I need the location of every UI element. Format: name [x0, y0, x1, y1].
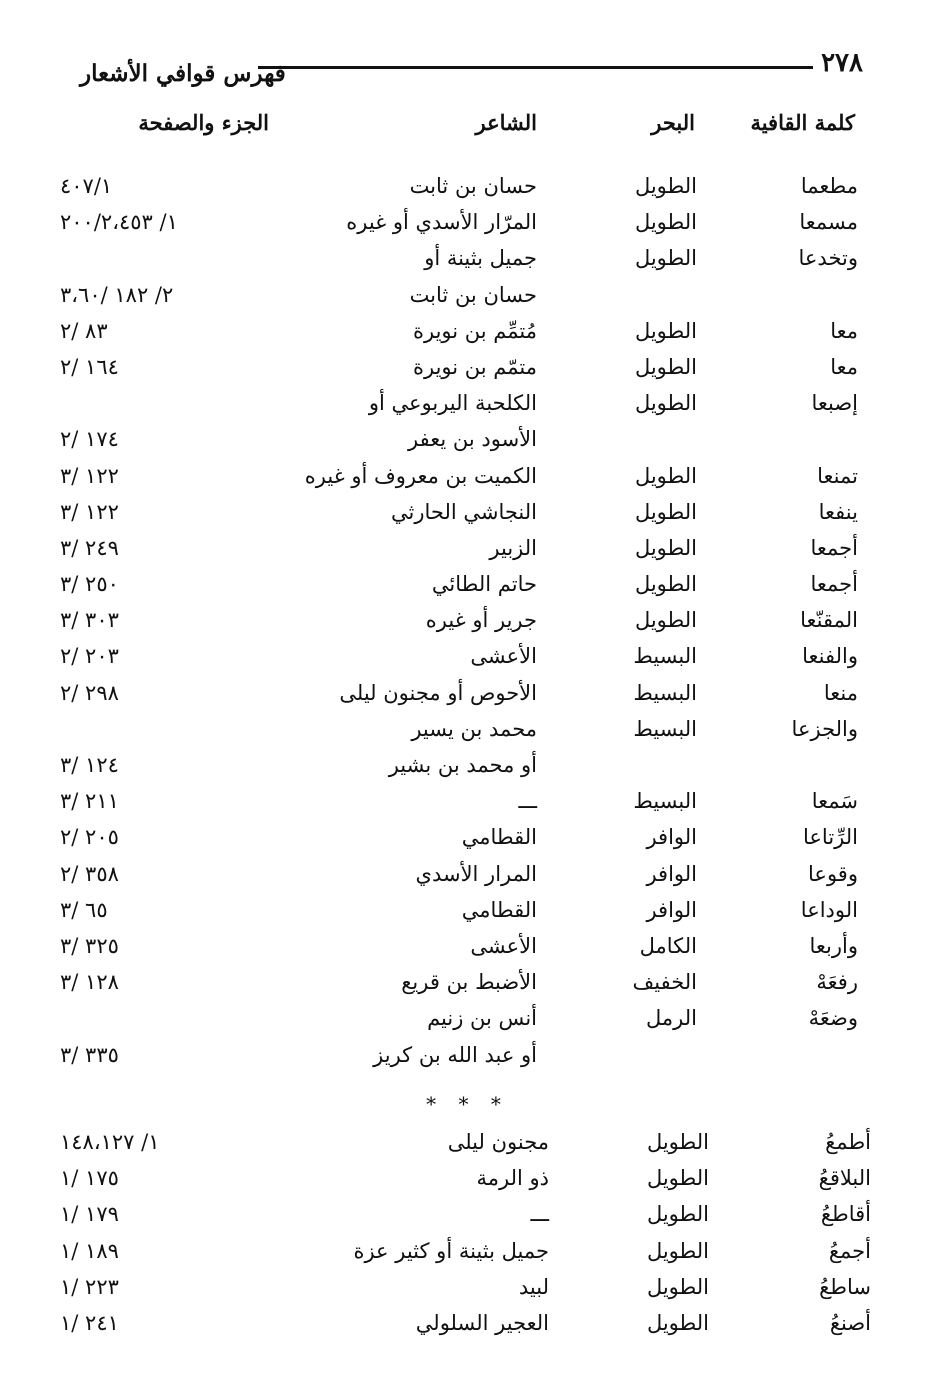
poet-cell: محمد بن يسير: [411, 716, 537, 741]
volume-page-cell: [60, 277, 282, 313]
table-row: [0, 204, 935, 240]
table-row: [0, 928, 935, 964]
volume-page-text: ١٧٤ /٢: [60, 427, 119, 452]
rhyme-word-cell: ينفعا: [818, 499, 858, 524]
table-row: [0, 819, 935, 855]
meter-cell: الطويل: [634, 318, 697, 343]
rhyme-word-cell: أجمعا: [810, 535, 858, 560]
poet-cell: جميل بثينة أو: [424, 246, 537, 271]
table-row: [0, 783, 935, 819]
rhyme-word-cell: وضعَهْ: [808, 1006, 858, 1031]
volume-page-cell: [60, 892, 282, 928]
volume-page-cell: [60, 1305, 280, 1341]
rhyme-word-cell: والجزعا: [791, 716, 858, 741]
volume-page-cell: [60, 1160, 280, 1196]
volume-page-text: ٣٢٥ /٣: [60, 933, 119, 958]
meter-cell: الطويل: [634, 499, 697, 524]
column-header-poet: الشاعر: [475, 110, 537, 135]
header-rule: [258, 66, 813, 69]
poet-cell: ـــ: [518, 789, 537, 814]
table-row: [0, 1124, 935, 1160]
table-row: [0, 892, 935, 928]
volume-page-text: ١٢٢ /٣: [60, 463, 119, 488]
rhyme-word-cell: أطمعُ: [825, 1130, 871, 1154]
poet-cell: ذو الرمة: [476, 1166, 549, 1191]
table-row: [0, 1037, 935, 1073]
rhyme-word-cell: والفنعا: [802, 644, 858, 669]
volume-page-text: ٢٩٨ /٢: [60, 680, 119, 705]
table-row: [0, 240, 935, 276]
rhyme-word-cell: معا: [830, 318, 858, 343]
rhyme-word-cell: منعا: [823, 680, 858, 705]
meter-cell: الوافر: [646, 825, 697, 850]
volume-page-text: ٢٠٣ /٢: [60, 644, 119, 669]
volume-page-text: ٢٢٣ /١: [60, 1274, 119, 1299]
table-row: [0, 964, 935, 1000]
meter-cell: البسيط: [633, 644, 697, 669]
table-row: [0, 1233, 935, 1269]
column-header-meter: البحر: [651, 110, 695, 135]
poet-cell: الأحوص أو مجنون ليلى: [339, 680, 537, 705]
index-table-upper: [0, 168, 935, 1073]
volume-page-text: ١/ ١٤٨،١٢٧: [60, 1130, 160, 1154]
volume-page-cell: [60, 458, 282, 494]
poet-cell: الأضبط بن قريع: [401, 970, 537, 995]
rhyme-word-cell: معا: [830, 354, 858, 379]
volume-page-cell: [60, 819, 282, 855]
poet-cell: الكلحبة اليربوعي أو: [368, 391, 537, 416]
table-row: [0, 349, 935, 385]
poet-cell: القطامي: [461, 897, 537, 922]
poet-cell: مُتمِّم بن نويرة: [412, 318, 537, 343]
rhyme-word-cell: أجمعا: [810, 572, 858, 597]
table-row: [0, 530, 935, 566]
meter-cell: الخفيف: [632, 970, 697, 995]
volume-page-cell: [60, 168, 282, 204]
section-separator: * * *: [426, 1092, 509, 1116]
poet-cell: أنس بن زنيم: [427, 1006, 537, 1031]
volume-page-cell: [60, 494, 282, 530]
poet-cell: الكميت بن معروف أو غيره: [304, 463, 537, 488]
table-row: [0, 1269, 935, 1305]
volume-page-cell: [60, 1124, 280, 1160]
meter-cell: البسيط: [633, 716, 697, 741]
table-row: [0, 458, 935, 494]
table-row: [0, 675, 935, 711]
poet-cell: القطامي: [461, 825, 537, 850]
rhyme-word-cell: إصبعا: [811, 391, 858, 416]
meter-cell: الطويل: [646, 1274, 709, 1299]
volume-page-text: ٢٤١ /١: [60, 1310, 119, 1335]
meter-cell: الطويل: [646, 1202, 709, 1227]
poet-cell: لبيد: [518, 1274, 549, 1299]
meter-cell: الكامل: [639, 933, 697, 958]
rhyme-word-cell: الوداعا: [800, 897, 858, 922]
volume-page-text: ٣٠٣ /٣: [60, 608, 119, 633]
poet-cell: متمّم بن نويرة: [412, 354, 537, 379]
poet-cell: النجاشي الحارثي: [391, 499, 537, 524]
volume-page-cell: [60, 530, 282, 566]
volume-page-text: ٨٣ /٢: [60, 318, 108, 343]
meter-cell: الطويل: [634, 608, 697, 633]
table-row: [0, 1305, 935, 1341]
poet-cell: أو محمد بن بشير: [388, 753, 537, 777]
poet-cell: حسان بن ثابت: [409, 282, 537, 307]
volume-page-cell: [60, 964, 282, 1000]
rhyme-word-cell: مطعما: [800, 174, 858, 198]
table-row: [0, 711, 935, 747]
volume-page-cell: [60, 349, 282, 385]
rhyme-word-cell: أجمعُ: [828, 1238, 871, 1263]
poet-cell: الأسود بن يعفر: [408, 427, 537, 452]
rhyme-word-cell: سَمعا: [811, 789, 858, 814]
poet-cell: العجير السلولي: [415, 1310, 549, 1335]
volume-page-text: ٤٠٧/١: [60, 174, 113, 198]
rhyme-word-cell: تمنعا: [817, 463, 858, 488]
meter-cell: الطويل: [634, 391, 697, 416]
volume-page-cell: [60, 602, 282, 638]
column-header-volume-page: الجزء والصفحة: [138, 110, 269, 135]
table-row: [0, 168, 935, 204]
poet-cell: مجنون ليلى: [447, 1130, 549, 1154]
rhyme-word-cell: رفعَهْ: [816, 970, 858, 995]
poet-cell: جرير أو غيره: [425, 608, 537, 633]
meter-cell: الطويل: [646, 1166, 709, 1191]
volume-page-text: ٣٥٨ /٢: [60, 861, 119, 886]
volume-page-cell: [60, 313, 282, 349]
volume-page-text: ١/ ٢٠٠/٢،٤٥٣: [60, 210, 178, 235]
rhyme-word-cell: وقوعا: [808, 861, 858, 886]
table-row: [0, 313, 935, 349]
volume-page-text: ١٧٩ /١: [60, 1202, 119, 1227]
volume-page-cell: [60, 1037, 282, 1073]
table-row: [0, 1160, 935, 1196]
column-header-rhyme-word: كلمة القافية: [750, 110, 855, 135]
volume-page-text: ١٦٤ /٢: [60, 354, 119, 379]
volume-page-text: ١٨٩ /١: [60, 1238, 119, 1263]
rhyme-word-cell: أصنعُ: [829, 1310, 871, 1335]
meter-cell: الطويل: [634, 535, 697, 560]
meter-cell: البسيط: [633, 680, 697, 705]
column-headers: [0, 110, 935, 150]
volume-page-cell: [60, 856, 282, 892]
table-row: [0, 566, 935, 602]
volume-page-text: ١٢٨ /٣: [60, 970, 119, 995]
meter-cell: الرمل: [646, 1006, 697, 1031]
volume-page-cell: [60, 783, 282, 819]
table-row: [0, 421, 935, 457]
volume-page-text: ٢١١ /٣: [60, 789, 119, 814]
rhyme-word-cell: وأربعا: [809, 933, 858, 958]
poet-cell: الزبير: [489, 535, 537, 560]
meter-cell: البسيط: [633, 789, 697, 814]
volume-page-cell: [60, 204, 282, 240]
poet-cell: ـــ: [530, 1202, 549, 1227]
volume-page-text: ٢/ ١٨٢ /٣،٦٠: [60, 282, 174, 307]
table-row: [0, 494, 935, 530]
poet-cell: الأعشى: [470, 933, 537, 958]
volume-page-cell: [60, 1196, 280, 1232]
meter-cell: الطويل: [634, 354, 697, 379]
poet-cell: حاتم الطائي: [431, 572, 537, 597]
rhyme-word-cell: أقاطعُ: [820, 1202, 871, 1227]
page-number: ٢٧٨: [821, 48, 863, 78]
table-row: [0, 856, 935, 892]
volume-page-cell: [60, 675, 282, 711]
meter-cell: الطويل: [634, 210, 697, 235]
page-header: [0, 44, 935, 94]
meter-cell: الوافر: [646, 861, 697, 886]
table-row: [0, 1196, 935, 1232]
volume-page-cell: [60, 928, 282, 964]
poet-cell: أو عبد الله بن كريز: [373, 1042, 537, 1067]
poet-cell: حسان بن ثابت: [409, 174, 537, 198]
rhyme-word-cell: ساطعُ: [819, 1274, 871, 1299]
volume-page-cell: [60, 638, 282, 674]
volume-page-cell: [60, 421, 282, 457]
volume-page-text: ٢٠٥ /٢: [60, 825, 119, 850]
volume-page-text: ٦٥ /٣: [60, 897, 108, 922]
meter-cell: الطويل: [634, 174, 697, 198]
rhyme-word-cell: مسمعا: [799, 210, 858, 235]
volume-page-text: ٣٣٥ /٣: [60, 1042, 119, 1067]
volume-page-text: ١٧٥ /١: [60, 1166, 119, 1191]
meter-cell: الطويل: [646, 1238, 709, 1263]
rhyme-word-cell: المقنّعا: [800, 608, 858, 633]
poet-cell: المرار الأسدي: [415, 861, 537, 886]
table-row: [0, 277, 935, 313]
meter-cell: الطويل: [634, 246, 697, 271]
meter-cell: الطويل: [634, 572, 697, 597]
table-row: [0, 385, 935, 421]
table-row: [0, 602, 935, 638]
meter-cell: الطويل: [646, 1130, 709, 1154]
meter-cell: الطويل: [646, 1310, 709, 1335]
meter-cell: الوافر: [646, 897, 697, 922]
volume-page-cell: [60, 1269, 280, 1305]
volume-page-cell: [60, 566, 282, 602]
running-title: فهرس قوافي الأشعار: [80, 60, 286, 87]
poet-cell: الأعشى: [470, 644, 537, 669]
volume-page-text: ٢٤٩ /٣: [60, 535, 119, 560]
rhyme-word-cell: البلاقعُ: [818, 1166, 871, 1191]
index-table-lower: [0, 1124, 935, 1341]
rhyme-word-cell: وتخدعا: [798, 246, 858, 271]
table-row: [0, 747, 935, 783]
meter-cell: الطويل: [634, 463, 697, 488]
volume-page-text: ١٢٤ /٣: [60, 753, 119, 777]
volume-page-text: ١٢٢ /٣: [60, 499, 119, 524]
table-row: [0, 1000, 935, 1036]
table-row: [0, 638, 935, 674]
volume-page-cell: [60, 747, 282, 783]
volume-page-text: ٢٥٠ /٣: [60, 572, 119, 597]
poet-cell: المرّار الأسدي أو غيره: [346, 210, 537, 235]
rhyme-word-cell: الرِّتاعا: [803, 825, 858, 850]
poet-cell: جميل بثينة أو كثير عزة: [353, 1238, 549, 1263]
volume-page-cell: [60, 1233, 280, 1269]
